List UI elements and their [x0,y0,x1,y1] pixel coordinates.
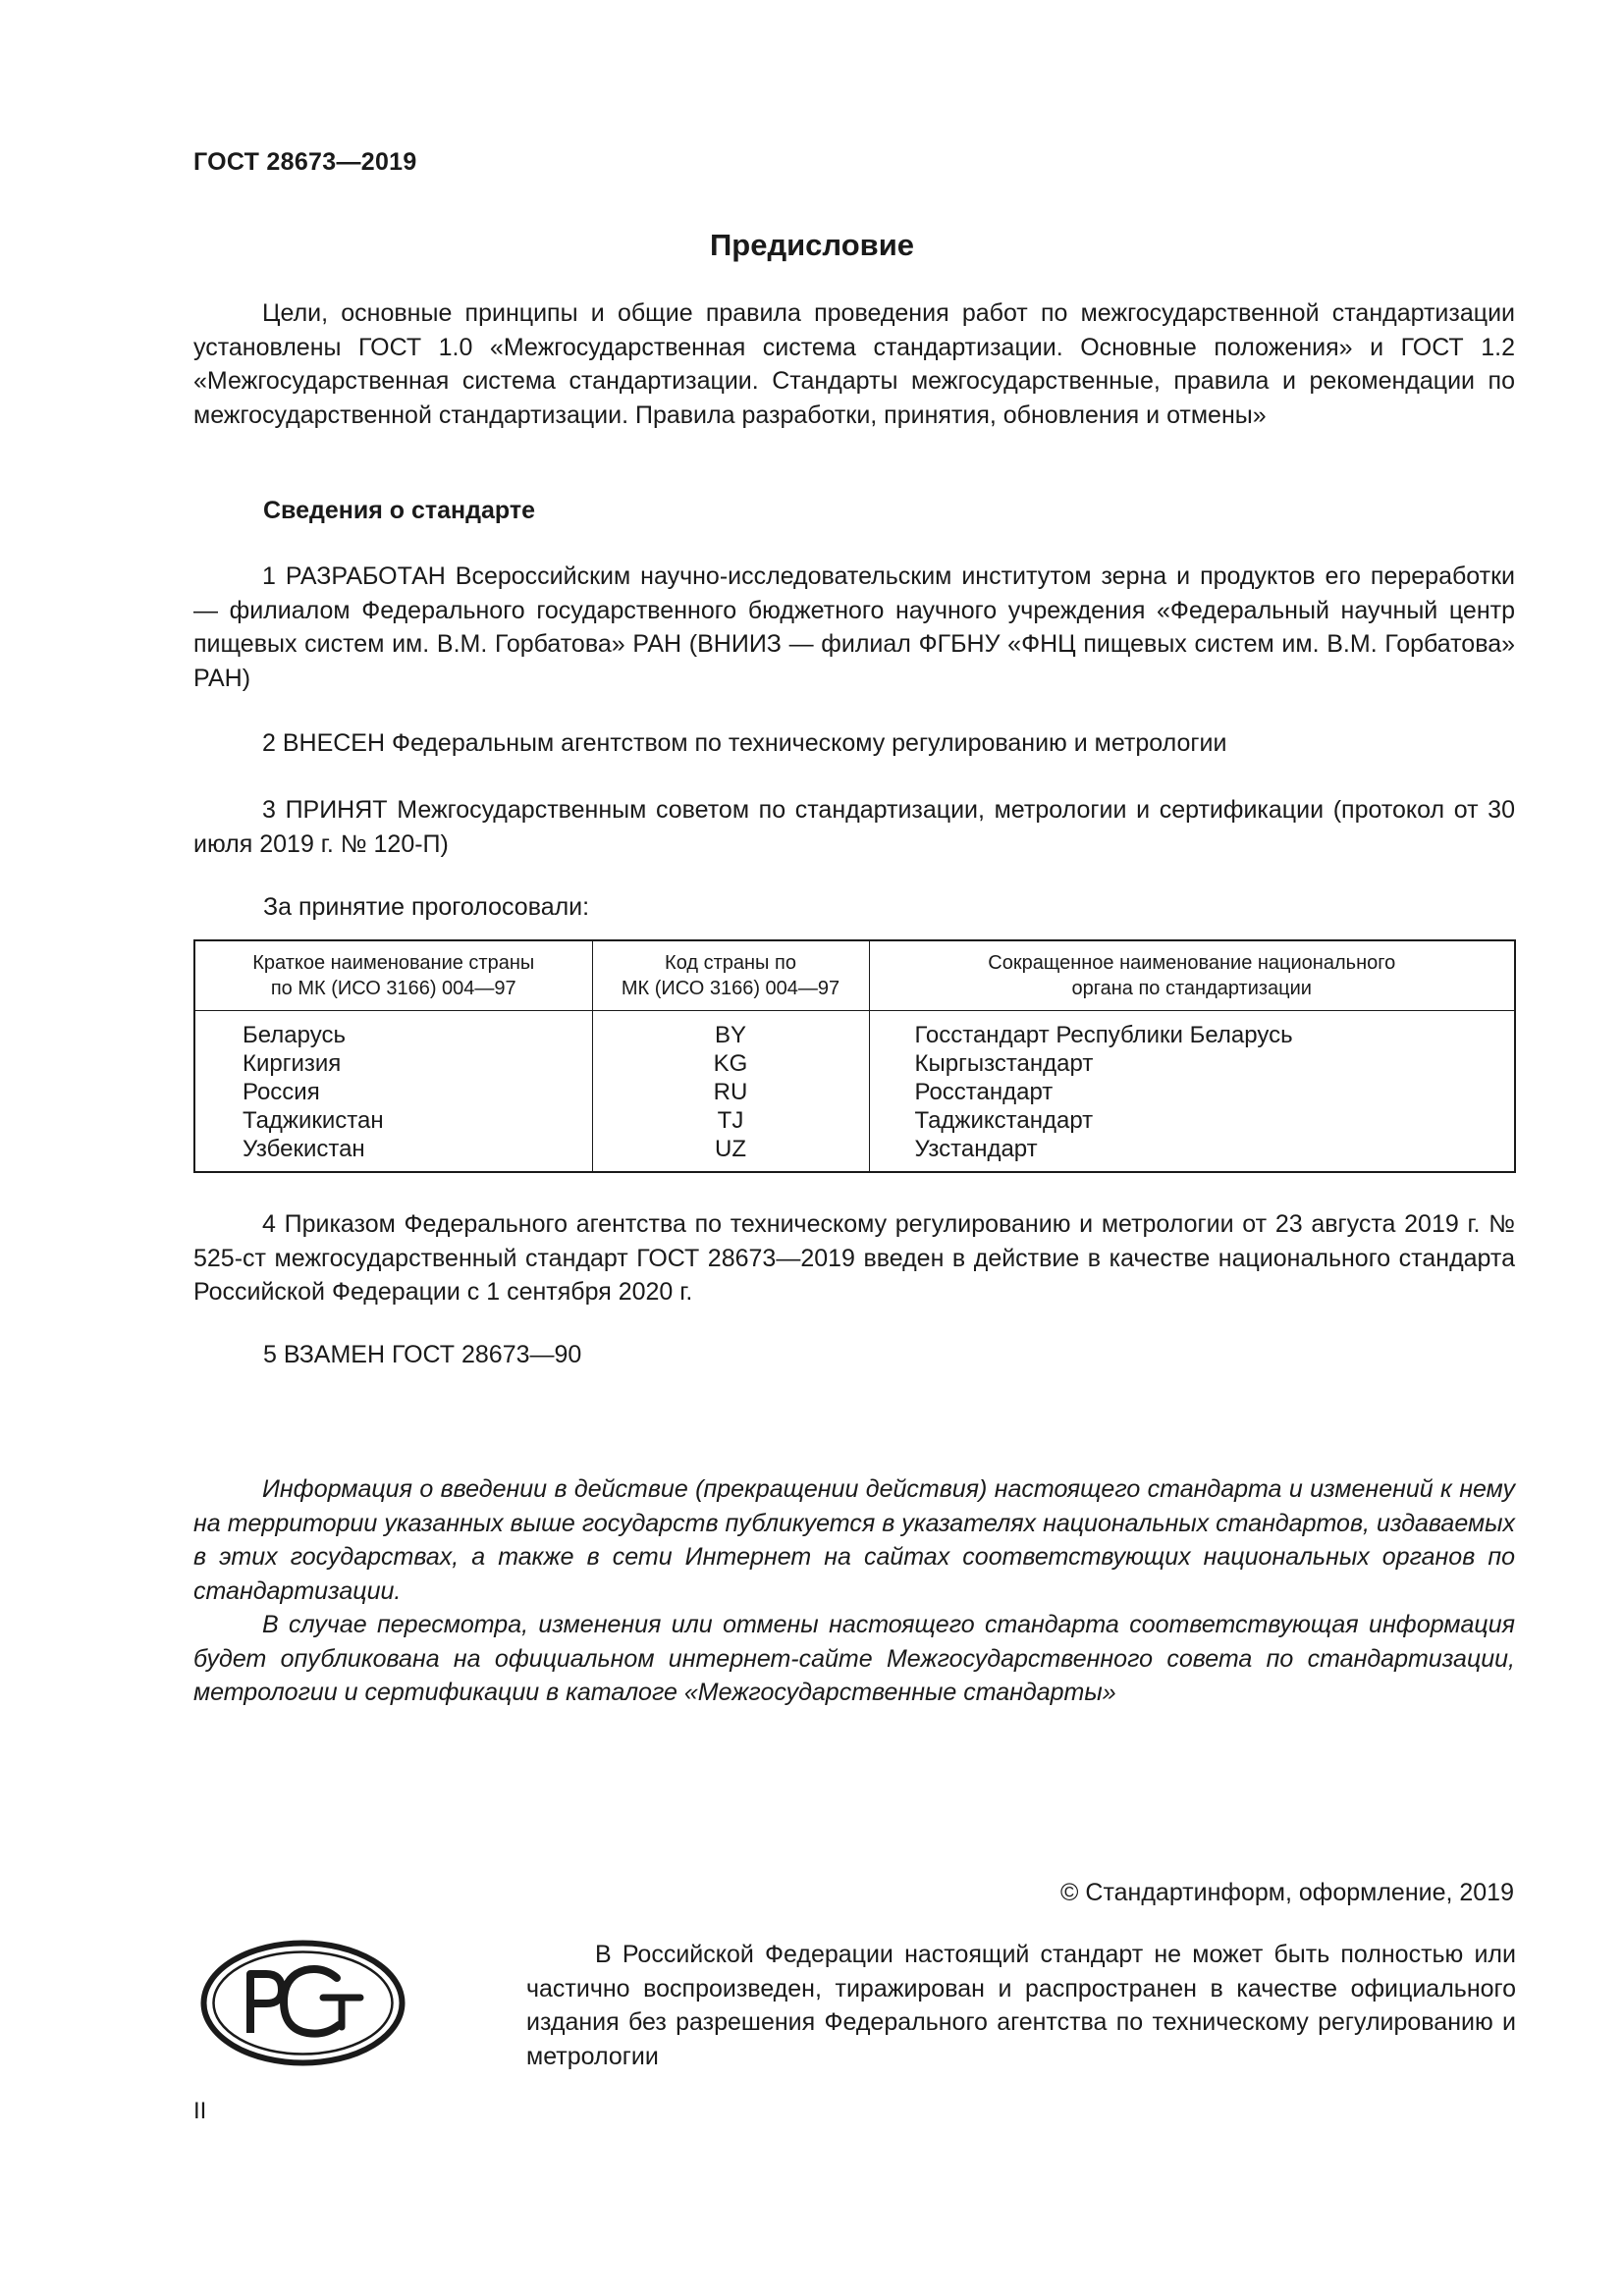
item-introduced: 2 ВНЕСЕН Федеральным агентством по техническому регулированию и метрологии [262,729,1227,757]
item-order: 4 Приказом Федерального агентства по техническому регулированию и метрологии от 23 августа 2019 г. № 525-ст межгосударственный стандарт ГОСТ 28673—2019 введен в действие в качестве национального стандарта Российской Федерации с 1 сентября 2020 г. [193,1210,1515,1306]
header-code-line-1: Код страны по [665,952,796,974]
page-title: Предисловие [709,228,914,262]
header-body [869,940,1515,1011]
vote-table [193,939,1516,1173]
header-code [592,940,869,1011]
item-developed: 1 РАЗРАБОТАН Всероссийским научно-исследовательским институтом зерна и продуктов его переработки — филиалом Федерального государственного бюджетного научного учреждения «Федеральный научный центр пищевых систем им. В.М. Горбатова» РАН (ВНИИЗ — филиал ФГБНУ «ФНЦ пищевых систем им. В.М. Горбатова» РАН) [193,562,1515,692]
page-number: II [193,2098,207,2124]
code-cell: BY [592,1011,869,1050]
item-adopted: 3 ПРИНЯТ Межгосударственным советом по стандартизации, метрологии и сертификации (протокол от 30 июля 2019 г. № 120-П) [193,796,1515,858]
rst-certification-mark-icon [199,1939,406,2067]
country-cell: Киргизия [194,1049,592,1078]
header-body-line-2: органа по стандартизации [1071,978,1312,999]
header-body-line-1: Сокращенное наименование национального [988,952,1396,974]
table-row [194,1078,1515,1106]
country-cell: Беларусь [194,1011,592,1050]
intro-paragraph: Цели, основные принципы и общие правила проведения работ по межгосударственной стандартизации установлены ГОСТ 1.0 «Межгосударственная система стандартизации. Основные положения» и ГОСТ 1.2 «Межгосударственная система стандартизации. Стандарты межгосударственные, правила и рекомендации по межгосударственной стандартизации. Правила разработки, принятия, обновления и отмены» [193,299,1515,429]
header-country-line-2: по МК (ИСО 3166) 004—97 [270,978,516,999]
vote-table-header-row [194,940,1515,1011]
country-cell: Таджикистан [194,1106,592,1135]
table-row [194,1135,1515,1172]
body-cell: Кыргызстандарт [914,1050,1094,1077]
voted-label: За принятие проголосовали: [263,893,590,921]
body-cell: Узстандарт [914,1136,1038,1162]
header-country-line-1: Краткое наименование страны [252,952,535,974]
rights-paragraph: В Российской Федерации настоящий стандарт не может быть полностью или частично воспроизведен, тиражирован и распространен в качестве официального издания без разрешения Федерального агентства по техническому регулированию и метрологии [526,1941,1516,2070]
code-cell: KG [592,1049,869,1078]
document-code-header: ГОСТ 28673—2019 [193,148,417,176]
info-heading: Сведения о стандарте [263,497,536,524]
logo-letters: РСТ [199,1939,201,1940]
header-country [194,940,592,1011]
header-code-line-2: МК (ИСО 3166) 004—97 [621,978,840,999]
notice-paragraph-1: Информация о введении в действие (прекращении действия) настоящего стандарта и изменений к нему на территории указанных выше государств публикуется в указателях национальных стандартов, издаваемых в этих государствах, а также в сети Интернет на сайтах соответствующих национальных органов по стандартизации. [193,1475,1515,1605]
notice-paragraph-2: В случае пересмотра, изменения или отмены настоящего стандарта соответствующая информация будет опубликована на официальном интернет-сайте Межгосударственного совета по стандартизации, метрологии и сертификации в каталоге «Межгосударственные стандарты» [193,1611,1515,1706]
item-replaces: 5 ВЗАМЕН ГОСТ 28673—90 [263,1341,582,1368]
body-cell: Таджикстандарт [914,1107,1094,1134]
body-cell: Росстандарт [914,1079,1054,1105]
country-cell: Россия [194,1078,592,1106]
table-row [194,1011,1515,1050]
code-cell: UZ [592,1135,869,1172]
body-cell: Госстандарт Республики Беларусь [914,1022,1293,1048]
table-row [194,1049,1515,1078]
copyright-line: © Стандартинформ, оформление, 2019 [1060,1879,1514,1906]
code-cell: RU [592,1078,869,1106]
table-row [194,1106,1515,1135]
country-cell: Узбекистан [194,1135,592,1172]
code-cell: TJ [592,1106,869,1135]
